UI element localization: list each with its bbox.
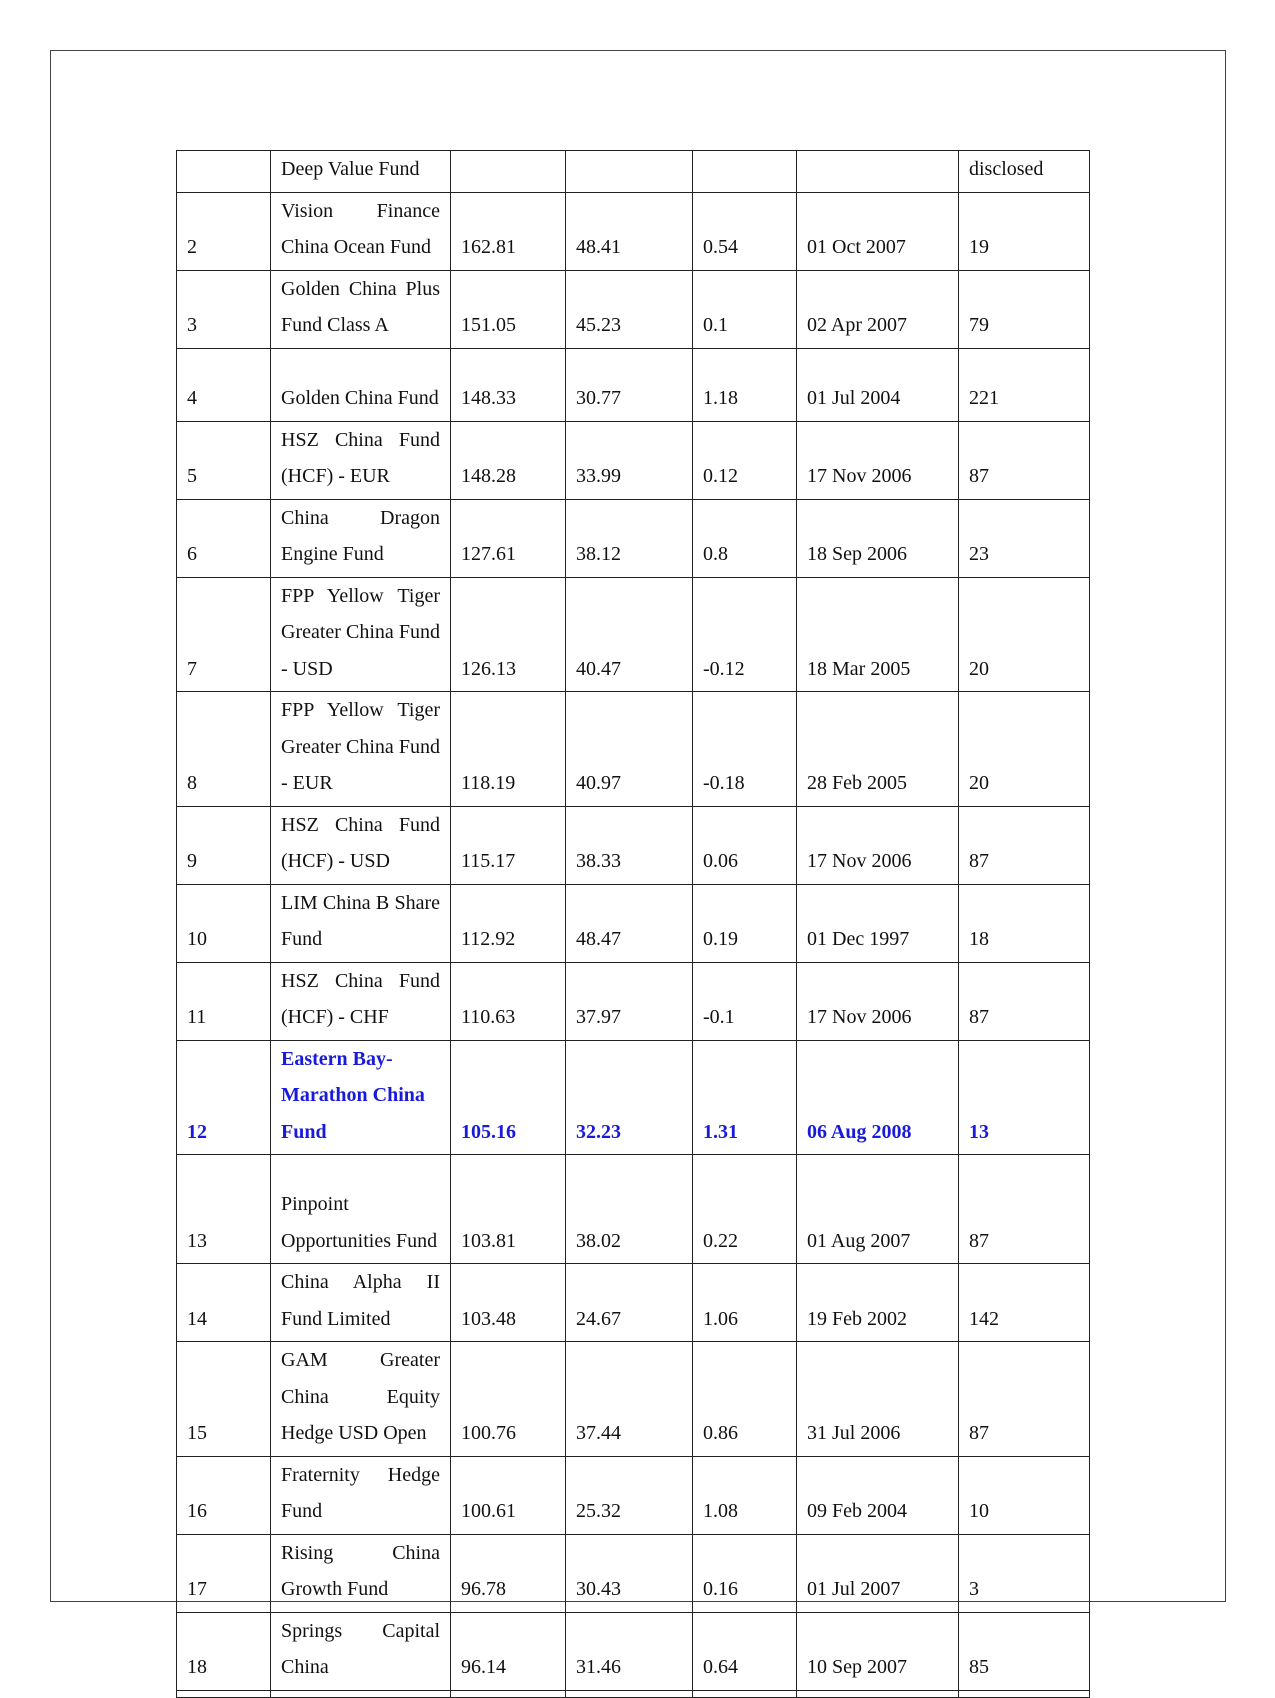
- value-cell-3: 1.18: [693, 348, 797, 421]
- date-cell: 17 Nov 2006: [797, 421, 959, 499]
- last-cell: 18: [959, 884, 1090, 962]
- last-cell: 85: [959, 1612, 1090, 1690]
- fund-name-cell: FPP Yellow Tiger Greater China Fund - EUR: [271, 692, 451, 807]
- date-cell: 01 Aug 2007: [797, 1155, 959, 1264]
- last-cell: 23: [959, 499, 1090, 577]
- value-cell-3: 0.54: [693, 192, 797, 270]
- table-row: [177, 348, 1090, 421]
- rank-cell: 7: [177, 577, 271, 692]
- value-cell-1: 127.61: [451, 499, 566, 577]
- date-cell: 31 Jul 2006: [797, 1342, 959, 1457]
- fund-name-cell: Golden China Plus Fund Class A: [271, 270, 451, 348]
- date-cell: 06 Aug 2008: [797, 1040, 959, 1155]
- value-cell-2: 38.12: [566, 499, 693, 577]
- value-cell-2: 30.43: [566, 1534, 693, 1612]
- date-cell: 02 Apr 2007: [797, 270, 959, 348]
- table-row: [177, 270, 1090, 348]
- table-row: [177, 1264, 1090, 1342]
- value-cell-2: 31.46: [566, 1612, 693, 1690]
- rank-cell: 2: [177, 192, 271, 270]
- value-cell-3: 0.8: [693, 499, 797, 577]
- date-cell: 09 Feb 2004: [797, 1456, 959, 1534]
- table-row: [177, 962, 1090, 1040]
- rank-cell: 8: [177, 692, 271, 807]
- value-cell-1: 103.81: [451, 1155, 566, 1264]
- fund-name-cell: Springs Capital China: [271, 1612, 451, 1690]
- table-row: [177, 1456, 1090, 1534]
- fund-name-cell: China Alpha II Fund Limited: [271, 1264, 451, 1342]
- rank-cell: 13: [177, 1155, 271, 1264]
- value-cell-3: -0.18: [693, 692, 797, 807]
- rank-cell: [177, 151, 271, 193]
- fund-name-cell: Golden China Fund: [271, 348, 451, 421]
- value-cell-3: 1.08: [693, 1456, 797, 1534]
- last-cell: 87: [959, 962, 1090, 1040]
- value-cell-3: -0.1: [693, 962, 797, 1040]
- value-cell-1: [451, 151, 566, 193]
- date-cell: 01 Jul 2004: [797, 348, 959, 421]
- value-cell-2: 48.47: [566, 884, 693, 962]
- rank-cell: 14: [177, 1264, 271, 1342]
- last-cell: 87: [959, 421, 1090, 499]
- empty-cell: [451, 1690, 566, 1697]
- date-cell: 10 Sep 2007: [797, 1612, 959, 1690]
- table-row: [177, 577, 1090, 692]
- value-cell-2: 37.97: [566, 962, 693, 1040]
- fund-name-cell: Rising China Growth Fund: [271, 1534, 451, 1612]
- last-cell: 19: [959, 192, 1090, 270]
- fund-name-cell: Fraternity Hedge Fund: [271, 1456, 451, 1534]
- value-cell-1: 148.28: [451, 421, 566, 499]
- table-row: [177, 884, 1090, 962]
- value-cell-1: 162.81: [451, 192, 566, 270]
- table-row: [177, 421, 1090, 499]
- rank-cell: 3: [177, 270, 271, 348]
- value-cell-3: 0.22: [693, 1155, 797, 1264]
- rank-cell: 15: [177, 1342, 271, 1457]
- table-row: [177, 192, 1090, 270]
- table-row: [177, 499, 1090, 577]
- rank-cell: 10: [177, 884, 271, 962]
- table-row: [177, 1534, 1090, 1612]
- value-cell-1: 110.63: [451, 962, 566, 1040]
- value-cell-3: 1.06: [693, 1264, 797, 1342]
- value-cell-2: [566, 151, 693, 193]
- value-cell-2: 30.77: [566, 348, 693, 421]
- value-cell-1: 126.13: [451, 577, 566, 692]
- value-cell-1: 151.05: [451, 270, 566, 348]
- fund-name-cell: China Dragon Engine Fund: [271, 499, 451, 577]
- fund-name-cell: FPP Yellow Tiger Greater China Fund - USD: [271, 577, 451, 692]
- value-cell-1: 118.19: [451, 692, 566, 807]
- table-row: [177, 692, 1090, 807]
- last-cell: 10: [959, 1456, 1090, 1534]
- value-cell-1: 105.16: [451, 1040, 566, 1155]
- date-cell: 01 Oct 2007: [797, 192, 959, 270]
- last-cell: 3: [959, 1534, 1090, 1612]
- rank-cell: 18: [177, 1612, 271, 1690]
- value-cell-2: 48.41: [566, 192, 693, 270]
- date-cell: 01 Jul 2007: [797, 1534, 959, 1612]
- value-cell-3: 0.16: [693, 1534, 797, 1612]
- last-cell: 142: [959, 1264, 1090, 1342]
- value-cell-3: 0.64: [693, 1612, 797, 1690]
- rank-cell: 11: [177, 962, 271, 1040]
- value-cell-2: 40.47: [566, 577, 693, 692]
- value-cell-1: 96.78: [451, 1534, 566, 1612]
- value-cell-3: 0.86: [693, 1342, 797, 1457]
- value-cell-2: 38.02: [566, 1155, 693, 1264]
- empty-cell: [693, 1690, 797, 1697]
- value-cell-2: 32.23: [566, 1040, 693, 1155]
- value-cell-2: 25.32: [566, 1456, 693, 1534]
- value-cell-1: 100.76: [451, 1342, 566, 1457]
- table-row-highlighted: [177, 1040, 1090, 1155]
- rank-cell: 4: [177, 348, 271, 421]
- rank-cell: 6: [177, 499, 271, 577]
- empty-cell: [959, 1690, 1090, 1697]
- last-cell: 87: [959, 806, 1090, 884]
- value-cell-2: 37.44: [566, 1342, 693, 1457]
- value-cell-2: 40.97: [566, 692, 693, 807]
- last-cell: disclosed: [959, 151, 1090, 193]
- value-cell-3: 0.1: [693, 270, 797, 348]
- table-row: [177, 1612, 1090, 1690]
- rank-cell: 5: [177, 421, 271, 499]
- date-cell: 17 Nov 2006: [797, 806, 959, 884]
- date-cell: [797, 151, 959, 193]
- rank-cell: 12: [177, 1040, 271, 1155]
- value-cell-2: 45.23: [566, 270, 693, 348]
- value-cell-1: 100.61: [451, 1456, 566, 1534]
- rank-cell: 17: [177, 1534, 271, 1612]
- value-cell-3: 0.19: [693, 884, 797, 962]
- last-cell: 87: [959, 1342, 1090, 1457]
- value-cell-1: 115.17: [451, 806, 566, 884]
- value-cell-2: 24.67: [566, 1264, 693, 1342]
- value-cell-3: -0.12: [693, 577, 797, 692]
- fund-name-cell: LIM China B Share Fund: [271, 884, 451, 962]
- fund-name-cell: GAM Greater China Equity Hedge USD Open: [271, 1342, 451, 1457]
- fund-name-cell: HSZ China Fund (HCF) - EUR: [271, 421, 451, 499]
- last-cell: 79: [959, 270, 1090, 348]
- date-cell: 28 Feb 2005: [797, 692, 959, 807]
- fund-name-cell: Deep Value Fund: [271, 151, 451, 193]
- value-cell-2: 38.33: [566, 806, 693, 884]
- value-cell-1: 96.14: [451, 1612, 566, 1690]
- fund-ranking-table: [176, 150, 1090, 1698]
- rank-cell: 16: [177, 1456, 271, 1534]
- table-row: [177, 806, 1090, 884]
- empty-cell: [797, 1690, 959, 1697]
- value-cell-3: [693, 151, 797, 193]
- date-cell: 19 Feb 2002: [797, 1264, 959, 1342]
- fund-name-cell: HSZ China Fund (HCF) - CHF: [271, 962, 451, 1040]
- date-cell: 18 Sep 2006: [797, 499, 959, 577]
- table-row-continued: [177, 1690, 1090, 1697]
- date-cell: 01 Dec 1997: [797, 884, 959, 962]
- table-row: [177, 1342, 1090, 1457]
- fund-name-cell: HSZ China Fund (HCF) - USD: [271, 806, 451, 884]
- last-cell: 87: [959, 1155, 1090, 1264]
- value-cell-3: 0.06: [693, 806, 797, 884]
- value-cell-1: 103.48: [451, 1264, 566, 1342]
- fund-name-cell: Vision Finance China Ocean Fund: [271, 192, 451, 270]
- value-cell-2: 33.99: [566, 421, 693, 499]
- rank-cell: 9: [177, 806, 271, 884]
- value-cell-1: 148.33: [451, 348, 566, 421]
- fund-name-cell: Eastern Bay-Marathon China Fund: [271, 1040, 451, 1155]
- value-cell-1: 112.92: [451, 884, 566, 962]
- table-row: [177, 1155, 1090, 1264]
- empty-cell: [271, 1690, 451, 1697]
- last-cell: 20: [959, 692, 1090, 807]
- empty-cell: [177, 1690, 271, 1697]
- date-cell: 17 Nov 2006: [797, 962, 959, 1040]
- value-cell-3: 1.31: [693, 1040, 797, 1155]
- table-row: [177, 151, 1090, 193]
- fund-name-cell: Pinpoint Opportunities Fund: [271, 1155, 451, 1264]
- value-cell-3: 0.12: [693, 421, 797, 499]
- last-cell: 221: [959, 348, 1090, 421]
- last-cell: 20: [959, 577, 1090, 692]
- empty-cell: [566, 1690, 693, 1697]
- date-cell: 18 Mar 2005: [797, 577, 959, 692]
- last-cell: 13: [959, 1040, 1090, 1155]
